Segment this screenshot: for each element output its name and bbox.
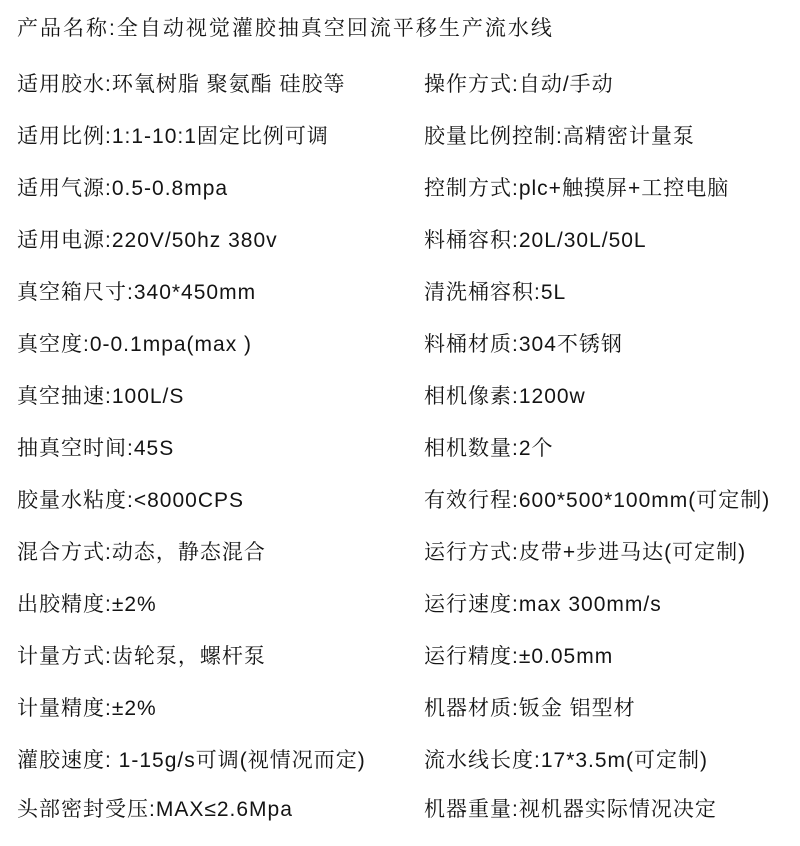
spec-cell-right: 相机像素:1200w (424, 385, 586, 408)
spec-cell-left: 头部密封受压:MAX≤2.6Mpa (17, 798, 293, 821)
spec-cell-left: 适用胶水:环氧树脂 聚氨酯 硅胶等 (17, 73, 346, 96)
spec-cell-right: 料桶容积:20L/30L/50L (424, 229, 647, 252)
spec-cell-right: 机器重量:视机器实际情况决定 (424, 798, 717, 821)
spec-cell-right: 清洗桶容积:5L (424, 281, 567, 304)
spec-cell-left: 灌胶速度: 1-15g/s可调(视情况而定) (17, 749, 366, 772)
spec-cell-left: 适用气源:0.5-0.8mpa (17, 177, 229, 200)
spec-cell-left: 混合方式:动态，静态混合 (17, 541, 266, 564)
spec-cell-right: 控制方式:plc+触摸屏+工控电脑 (424, 177, 730, 200)
spec-cell-left: 真空箱尺寸:340*450mm (17, 281, 257, 304)
spec-cell-right: 运行方式:皮带+步进马达(可定制) (424, 541, 747, 564)
spec-cell-right: 流水线长度:17*3.5m(可定制) (424, 749, 709, 772)
spec-cell-left: 计量方式:齿轮泵，螺杆泵 (17, 645, 266, 668)
spec-cell-right: 运行精度:±0.05mm (424, 645, 614, 668)
spec-cell-left: 胶量水粘度:<8000CPS (17, 489, 244, 512)
spec-cell-right: 运行速度:max 300mm/s (424, 593, 662, 616)
spec-cell-left: 适用比例:1:1-10:1固定比例可调 (17, 125, 329, 148)
spec-cell-left: 抽真空时间:45S (17, 437, 175, 460)
page-title: 产品名称:全自动视觉灌胶抽真空回流平移生产流水线 (17, 17, 554, 40)
spec-cell-left: 计量精度:±2% (17, 697, 157, 720)
spec-cell-left: 适用电源:220V/50hz 380v (17, 229, 278, 252)
spec-cell-right: 相机数量:2个 (424, 437, 554, 460)
spec-cell-left: 出胶精度:±2% (17, 593, 157, 616)
spec-cell-right: 机器材质:钣金 铝型材 (424, 697, 636, 720)
spec-grid (17, 59, 792, 833)
spec-cell-left: 真空抽速:100L/S (17, 385, 185, 408)
spec-cell-right: 胶量比例控制:高精密计量泵 (424, 125, 695, 148)
spec-cell-right: 料桶材质:304不锈钢 (424, 333, 623, 356)
spec-cell-left: 真空度:0-0.1mpa(max ) (17, 333, 253, 356)
spec-cell-right: 有效行程:600*500*100mm(可定制) (424, 489, 771, 512)
spec-cell-right: 操作方式:自动/手动 (424, 73, 614, 96)
